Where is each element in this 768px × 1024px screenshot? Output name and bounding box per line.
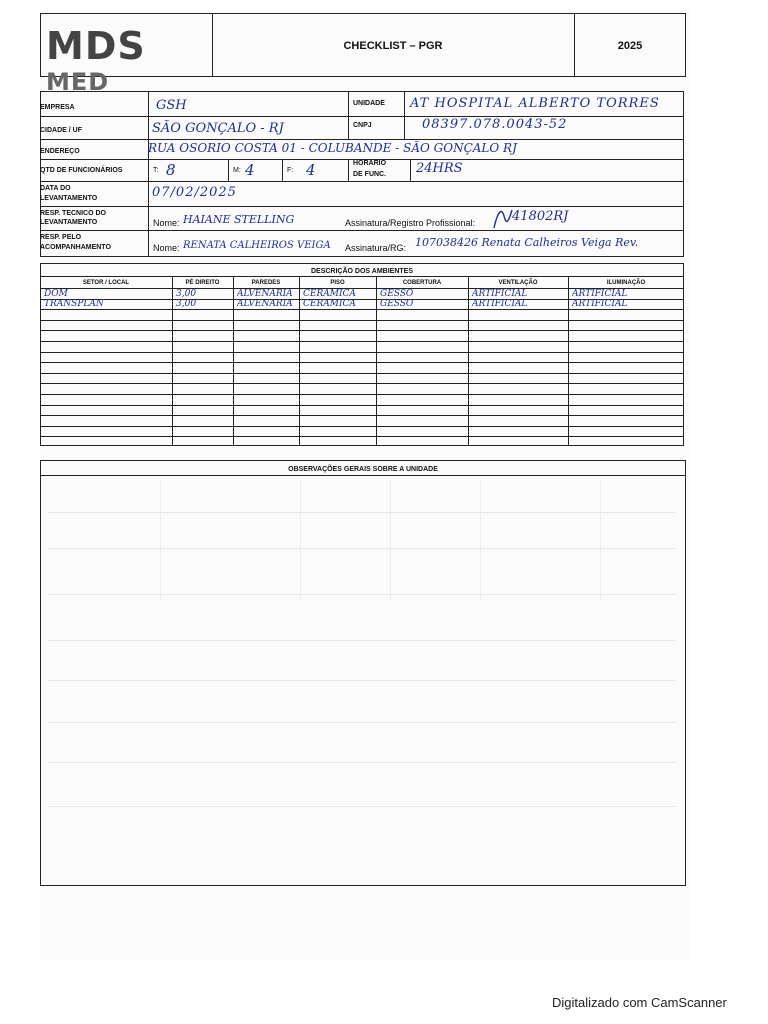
f-label: F:: [287, 167, 294, 174]
resp-tecnico-nome: HAIANE STELLING: [183, 213, 295, 226]
ambientes-row-divider: [40, 436, 684, 437]
ambientes-header-ventilacao: VENTILAÇÃO: [498, 280, 538, 286]
ambientes-cell-piso: CERAMICA: [303, 299, 356, 310]
ambientes-header-paredes: PAREDES: [251, 280, 281, 286]
ambientes-cell-paredes: ALVENARIA: [237, 288, 293, 299]
ambientes-cell-cobertura: GESSO: [380, 288, 414, 299]
ambientes-row-divider: [40, 426, 684, 427]
ambientes-row-divider: [40, 341, 684, 342]
ambientes-col-divider: [376, 276, 377, 446]
document-title: CHECKLIST – PGR: [343, 40, 443, 52]
ambientes-cell-pe-direito: 3,00: [176, 299, 197, 310]
unidade-value: AT HOSPITAL ALBERTO TORRES: [410, 96, 660, 111]
ambientes-cell-ventilacao: ARTIFICIAL: [472, 299, 528, 310]
f-value: 4: [306, 161, 316, 179]
assinatura-rg-label: Assinatura/RG:: [345, 243, 407, 253]
ambientes-cell-paredes: ALVENARIA: [237, 299, 293, 310]
company-logo: [46, 24, 211, 96]
ambientes-col-divider: [299, 276, 300, 446]
t-value: 8: [166, 161, 176, 179]
unidade-label: UNIDADE: [353, 100, 385, 107]
endereco-value: RUA OSORIO COSTA 01 - COLUBANDE - SÃO GONÇALO RJ: [148, 141, 517, 155]
ambientes-header-iluminacao: ILUMINAÇÃO: [606, 280, 646, 286]
m-value: 4: [245, 161, 255, 179]
document-year: 2025: [617, 40, 643, 52]
cidade-value: SÃO GONÇALO - RJ: [152, 121, 284, 136]
ambientes-row-divider: [40, 320, 684, 321]
ambientes-cell-iluminacao: ARTIFICIAL: [572, 288, 628, 299]
ambientes-row-divider: [40, 362, 684, 363]
ambientes-col-divider: [233, 276, 234, 446]
ambientes-cell-cobertura: GESSO: [380, 299, 414, 310]
ambientes-title: DESCRIÇÃO DOS AMBIENTES: [310, 268, 414, 275]
resp-pelo-rg: 107038426 Renata Calheiros Veiga Rev.: [415, 236, 639, 249]
ambientes-cell-piso: CERAMICA: [303, 288, 356, 299]
ambientes-cell-iluminacao: ARTIFICIAL: [572, 299, 628, 310]
ambientes-row-divider: [40, 415, 684, 416]
ambientes-header-piso: PISO: [330, 280, 345, 286]
data-label-2: LEVANTAMENTO: [40, 195, 98, 202]
resp-tecnico-label-1: RESP. TECNICO DO: [40, 210, 106, 217]
empresa-label: EMPRESA: [40, 104, 75, 111]
endereco-label: ENDEREÇO: [40, 148, 80, 155]
data-levantamento-value: 07/02/2025: [152, 185, 237, 200]
ambientes-header-pe-direito: PÉ DIREITO: [185, 280, 220, 286]
ambientes-row-divider: [40, 394, 684, 395]
horario-label-1: HORARIO: [353, 160, 387, 167]
observacoes-box: [40, 460, 686, 886]
qtd-funcionarios-label: QTD DE FUNCIONÁRIOS: [40, 167, 123, 174]
assinatura-registro-label: Assinatura/Registro Profissional:: [345, 218, 476, 228]
logo-sub: MED: [46, 68, 110, 96]
ambientes-row-divider: [40, 309, 684, 310]
resp-tecnico-registro: 41802RJ: [512, 209, 569, 224]
camscanner-watermark: Digitalizado com CamScanner: [552, 995, 727, 1010]
horario-value: 24HRS: [416, 161, 463, 176]
logo-main: MDS: [46, 24, 146, 68]
resp-tecnico-label-2: LEVANTAMENTO: [40, 219, 98, 226]
ambientes-cell-pe-direito: 3,00: [176, 288, 197, 299]
m-label: M:: [233, 167, 241, 174]
ambientes-row-divider: [40, 352, 684, 353]
ambientes-row-divider: [40, 373, 684, 374]
ambientes-col-divider: [568, 276, 569, 446]
ambientes-cell-ventilacao: ARTIFICIAL: [472, 288, 528, 299]
ambientes-header-cobertura: COBERTURA: [402, 280, 442, 286]
resp-tecnico-signature: [490, 206, 514, 230]
observacoes-title: OBSERVAÇÕES GERAIS SOBRE A UNIDADE: [288, 466, 438, 473]
ambientes-col-divider: [468, 276, 469, 446]
cidade-label: CIDADE / UF: [40, 127, 82, 134]
ambientes-col-divider: [172, 276, 173, 446]
ambientes-cell-setor: DOM: [44, 288, 68, 299]
ambientes-row-divider: [40, 405, 684, 406]
cnpj-label: CNPJ: [353, 122, 372, 129]
ambientes-row-divider: [40, 330, 684, 331]
t-label: T:: [153, 167, 159, 174]
ambientes-header-setor: SETOR / LOCAL: [82, 280, 130, 286]
ambientes-cell-setor: TRANSPLAN: [44, 299, 104, 310]
empresa-value: GSH: [156, 98, 187, 113]
resp-tecnico-nome-label: Nome:: [153, 218, 180, 228]
resp-pelo-label-1: RESP. PELO: [40, 234, 82, 241]
cnpj-value: 08397.078.0043-52: [422, 117, 568, 132]
horario-label-2: DE FUNC.: [353, 171, 387, 178]
resp-pelo-nome: RENATA CALHEIROS VEIGA: [183, 240, 331, 251]
resp-pelo-label-2: ACOMPANHAMENTO: [40, 244, 111, 251]
resp-pelo-nome-label: Nome:: [153, 243, 180, 253]
ambientes-row-divider: [40, 383, 684, 384]
data-label-1: DATA DO: [40, 185, 71, 192]
